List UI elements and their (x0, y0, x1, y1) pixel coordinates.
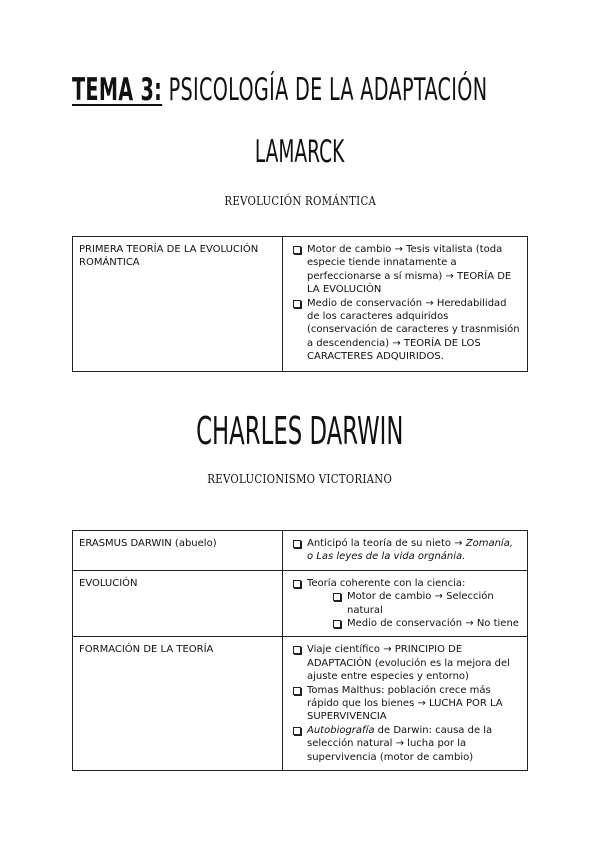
lamarck-subheading: REVOLUCIÓN ROMÁNTICA (224, 194, 376, 208)
title-prefix: TEMA 3: (72, 72, 163, 108)
table-row (73, 570, 528, 637)
page-title (72, 72, 487, 108)
sub-bullet-list (307, 590, 521, 630)
list-item: Teoría coherente con la ciencia: Motor de cambio → Selección natural Medio de conservación → No tiene (289, 577, 521, 631)
bullet-list (289, 243, 521, 364)
list-item: Anticipó la teoría de su nieto → Zomanía, o Las leyes de la vida orgnánia. (289, 537, 521, 564)
table-cell-content (283, 570, 528, 637)
list-item: Motor de cambio → Tesis vitalista (toda especie tiende innatamente a perfeccionarse a sí misma) → TEORÍA DE LA EVOLUCIÓN (289, 243, 521, 297)
table-cell-content (283, 237, 528, 372)
table-cell-label: EVOLUCIÓN (73, 570, 283, 637)
table-row (73, 531, 528, 571)
table-cell-content (283, 531, 528, 571)
darwin-heading: CHARLES DARWIN (196, 409, 404, 453)
list-item: Medio de conservación → Heredabilidad de los caracteres adquiridos (conservación de caracteres y trasnmisión a descendencia) → TEORÍA DE LOS CARACTERES ADQUIRIDOS. (289, 297, 521, 364)
title-text: PSICOLOGÍA DE LA ADAPTACIÓN (168, 72, 488, 108)
table-cell-label: ERASMUS DARWIN (abuelo) (73, 531, 283, 571)
sub-list-item: Medio de conservación → No tiene (329, 617, 521, 630)
list-item: Autobiografía de Darwin: causa de la selección natural → lucha por la supervivencia (motor de cambio) (289, 724, 521, 764)
table-cell-content (283, 637, 528, 771)
lamarck-table (72, 236, 528, 372)
bullet-list (289, 577, 521, 631)
bullet-list (289, 537, 521, 564)
list-item: Tomas Malthus: población crece más rápido que los bienes → LUCHA POR LA SUPERVIVENCIA (289, 684, 521, 724)
lamarck-heading: LAMARCK (255, 134, 345, 170)
table-cell-label: FORMACIÓN DE LA TEORÍA (73, 637, 283, 771)
darwin-subheading: REVOLUCIONISMO VICTORIANO (207, 472, 393, 486)
table-cell-label: PRIMERA TEORÍA DE LA EVOLUCIÓN ROMÁNTICA (73, 237, 283, 372)
darwin-table (72, 530, 528, 771)
table-row (73, 637, 528, 771)
table-row (73, 237, 528, 372)
list-item: Viaje científico → PRINCIPIO DE ADAPTACIÓN (evolución es la mejora del ajuste entre especies y entorno) (289, 643, 521, 683)
bullet-list (289, 643, 521, 764)
sub-list-item: Motor de cambio → Selección natural (329, 590, 521, 617)
